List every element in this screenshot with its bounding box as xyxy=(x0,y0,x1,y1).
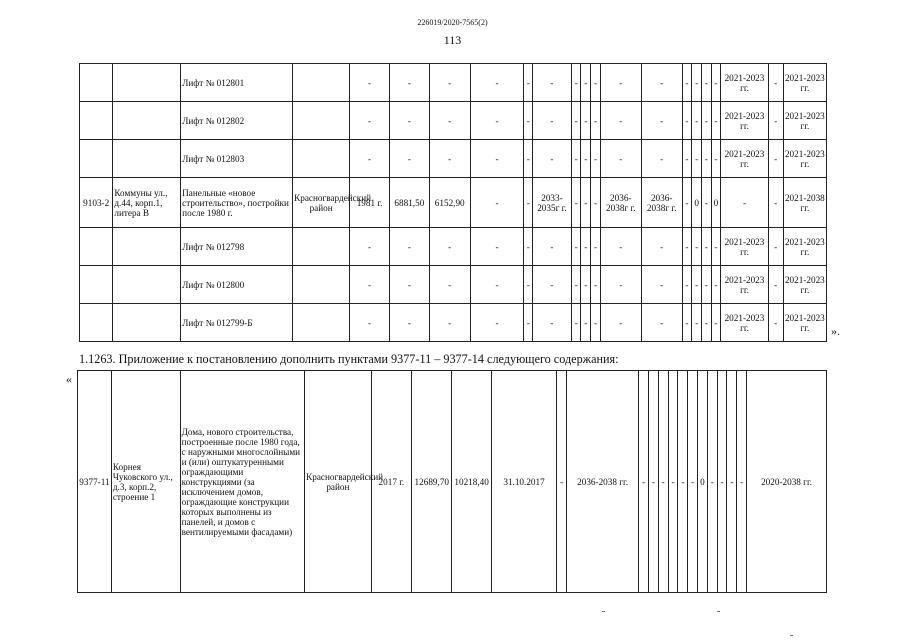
dash-cell: - xyxy=(639,371,649,593)
term-cell: 2021-2023 гг. xyxy=(783,140,826,178)
dash-cell: - xyxy=(470,102,524,140)
dash-cell: - xyxy=(533,64,572,102)
dash-cell: - xyxy=(711,304,721,342)
dash-cell: - xyxy=(571,64,581,102)
dash-cell: - xyxy=(641,64,682,102)
dash-cell: - xyxy=(429,304,470,342)
dash-cell: - xyxy=(641,304,682,342)
dash-cell: - xyxy=(571,304,581,342)
dash-cell: - xyxy=(581,140,591,178)
dash-cell: - xyxy=(533,304,572,342)
dash-cell: - xyxy=(389,304,429,342)
dash-cell: - xyxy=(727,371,737,593)
dash-cell: - xyxy=(701,304,711,342)
dash-cell: - xyxy=(682,228,692,266)
dash-cell: - xyxy=(600,266,641,304)
term-cell: 2021-2023 гг. xyxy=(721,140,768,178)
dash-cell: - xyxy=(701,102,711,140)
term-cell: 2021-2023 гг. xyxy=(721,228,768,266)
dash-cell: - xyxy=(557,371,567,593)
dash-cell: - xyxy=(682,178,692,228)
term-cell: 2036-2038 гг. xyxy=(567,371,639,593)
dash-cell: - xyxy=(701,228,711,266)
empty-cell xyxy=(293,304,350,342)
dash-cell: - xyxy=(350,140,390,178)
term-cell: 2020-2038 гг. xyxy=(747,371,827,593)
date-cell: 31.10.2017 xyxy=(491,371,557,593)
dash-cell: - xyxy=(524,304,533,342)
dash-cell: - xyxy=(600,228,641,266)
dash-cell: - xyxy=(524,228,533,266)
year-cell: 2017 г. xyxy=(371,371,411,593)
dash-cell: - xyxy=(533,228,572,266)
table-row xyxy=(80,228,827,266)
dash-cell: - xyxy=(470,140,524,178)
scan-mark xyxy=(602,611,605,612)
empty-cell xyxy=(293,140,350,178)
dash-cell: - xyxy=(682,64,692,102)
dash-cell: - xyxy=(692,266,702,304)
dash-cell: - xyxy=(350,228,390,266)
dash-cell: - xyxy=(711,228,721,266)
row-number: 9377-11 xyxy=(78,371,112,593)
area-living-cell: 6152,90 xyxy=(429,178,470,228)
table-row xyxy=(80,102,827,140)
section-note: 1.1263. Приложение к постановлению дополнить пунктами 9377-11 – 9377-14 следующего содержания: xyxy=(79,352,619,366)
empty-cell xyxy=(80,140,113,178)
dash-cell: - xyxy=(591,228,601,266)
table-row xyxy=(80,266,827,304)
empty-cell xyxy=(80,304,113,342)
term-cell: 2021-2023 гг. xyxy=(721,102,768,140)
dash-cell: - xyxy=(641,102,682,140)
term-cell: 2021-2023 гг. xyxy=(783,228,826,266)
term-cell: 2036-2038г г. xyxy=(641,178,682,228)
dash-cell: - xyxy=(470,266,524,304)
dash-cell: - xyxy=(533,266,572,304)
dash-cell: - xyxy=(768,228,783,266)
dash-cell: - xyxy=(692,140,702,178)
dash-cell: - xyxy=(711,140,721,178)
dash-cell: - xyxy=(682,304,692,342)
dash-cell: - xyxy=(711,102,721,140)
address-cell: Коммуны ул., д.44, корп.1, литера В xyxy=(113,178,181,228)
dash-cell: - xyxy=(658,371,668,593)
dash-cell: - xyxy=(678,371,688,593)
dash-cell: - xyxy=(591,266,601,304)
dash-cell: - xyxy=(470,304,524,342)
table-row xyxy=(80,64,827,102)
dash-cell: - xyxy=(389,266,429,304)
dash-cell: - xyxy=(701,140,711,178)
dash-cell: - xyxy=(533,140,572,178)
lift-name-cell: Лифт № 012798 xyxy=(181,228,293,266)
document-number: 226019/2020-7565(2) xyxy=(417,18,488,27)
dash-cell: - xyxy=(350,266,390,304)
dash-cell: - xyxy=(768,304,783,342)
dash-cell: - xyxy=(429,266,470,304)
table-row xyxy=(80,304,827,342)
dash-cell: - xyxy=(350,64,390,102)
area-total-cell: 12689,70 xyxy=(412,371,452,593)
dash-cell: - xyxy=(350,304,390,342)
dash-cell: - xyxy=(701,178,711,228)
term-cell: 2036-2038г г. xyxy=(600,178,641,228)
term-cell: 2033-2035г г. xyxy=(533,178,572,228)
area-total-cell: 6881,50 xyxy=(389,178,429,228)
dash-cell: - xyxy=(389,64,429,102)
term-cell: 2021-2023 гг. xyxy=(783,304,826,342)
dash-cell: - xyxy=(591,64,601,102)
page-number: 113 xyxy=(443,33,462,47)
lift-name-cell: Лифт № 012799-Б xyxy=(181,304,293,342)
dash-cell: - xyxy=(389,102,429,140)
empty-cell xyxy=(113,266,181,304)
empty-cell xyxy=(113,304,181,342)
dash-cell: - xyxy=(429,102,470,140)
dash-cell: - xyxy=(701,64,711,102)
term-cell: 2021-2038 гг. xyxy=(783,178,826,228)
empty-cell xyxy=(113,102,181,140)
empty-cell xyxy=(80,64,113,102)
dash-cell: - xyxy=(429,64,470,102)
dash-cell: - xyxy=(581,228,591,266)
term-cell: 2021-2023 гг. xyxy=(783,64,826,102)
table-continuation xyxy=(79,63,827,342)
dash-cell: - xyxy=(768,178,783,228)
dash-cell: - xyxy=(711,266,721,304)
dash-cell: - xyxy=(591,140,601,178)
dash-cell: - xyxy=(470,64,524,102)
area-living-cell: 10218,40 xyxy=(452,371,491,593)
dash-cell: - xyxy=(682,266,692,304)
term-cell: 2021-2023 гг. xyxy=(721,266,768,304)
table-row xyxy=(78,371,827,593)
dash-cell: - xyxy=(648,371,658,593)
lift-name-cell: Лифт № 012803 xyxy=(181,140,293,178)
empty-cell xyxy=(293,102,350,140)
dash-cell: - xyxy=(692,228,702,266)
closing-quote: ». xyxy=(831,324,840,338)
dash-cell: - xyxy=(571,228,581,266)
dash-cell: - xyxy=(571,178,581,228)
zero-cell: 0 xyxy=(692,178,702,228)
dash-cell: - xyxy=(571,266,581,304)
dash-cell: - xyxy=(600,64,641,102)
dash-cell: - xyxy=(581,178,591,228)
table-row xyxy=(80,140,827,178)
opening-quote: « xyxy=(66,372,72,386)
empty-cell xyxy=(113,140,181,178)
dash-cell: - xyxy=(389,140,429,178)
zero-cell: 0 xyxy=(698,371,708,593)
dash-cell: - xyxy=(524,266,533,304)
dash-cell: - xyxy=(470,178,524,228)
dash-cell: - xyxy=(692,102,702,140)
term-cell: 2021-2023 гг. xyxy=(721,304,768,342)
term-cell: 2021-2023 гг. xyxy=(721,64,768,102)
dash-cell: - xyxy=(701,266,711,304)
empty-cell xyxy=(293,64,350,102)
dash-cell: - xyxy=(682,140,692,178)
building-type-cell: Дома, нового строительства, построенные после 1980 года, с наружными многослойными и (или) оштукатуренными ограждающими конструкциями (за исключением домов, ограждающие конструкции которых выполнены из панелей, и домов с вентилируемыми фасадами) xyxy=(180,371,304,593)
dash-cell: - xyxy=(692,64,702,102)
empty-cell xyxy=(113,228,181,266)
dash-cell: - xyxy=(641,140,682,178)
dash-cell: - xyxy=(721,178,768,228)
row-number: 9103-2 xyxy=(80,178,113,228)
dash-cell: - xyxy=(641,228,682,266)
dash-cell: - xyxy=(581,304,591,342)
dash-cell: - xyxy=(768,140,783,178)
dash-cell: - xyxy=(571,102,581,140)
lift-name-cell: Лифт № 012801 xyxy=(181,64,293,102)
dash-cell: - xyxy=(591,178,601,228)
term-cell: 2021-2023 гг. xyxy=(783,102,826,140)
dash-cell: - xyxy=(591,304,601,342)
dash-cell: - xyxy=(682,102,692,140)
dash-cell: - xyxy=(668,371,678,593)
dash-cell: - xyxy=(737,371,747,593)
year-cell: 1981 г. xyxy=(350,178,390,228)
zero-cell: 0 xyxy=(711,178,721,228)
empty-cell xyxy=(80,102,113,140)
empty-cell xyxy=(80,266,113,304)
table-addition xyxy=(77,370,827,593)
dash-cell: - xyxy=(524,140,533,178)
dash-cell: - xyxy=(524,64,533,102)
empty-cell xyxy=(80,228,113,266)
dash-cell: - xyxy=(692,304,702,342)
building-type-cell: Панельные «новое строительство», постройки после 1980 г. xyxy=(181,178,293,228)
table-row xyxy=(80,178,827,228)
term-cell: 2021-2023 гг. xyxy=(783,266,826,304)
dash-cell: - xyxy=(470,228,524,266)
address-cell: Корнея Чуковского ул., д.3, корп.2, строение 1 xyxy=(111,371,180,593)
dash-cell: - xyxy=(429,228,470,266)
dash-cell: - xyxy=(600,102,641,140)
dash-cell: - xyxy=(707,371,717,593)
district-cell: Красногвардейский район xyxy=(293,178,350,228)
empty-cell xyxy=(293,228,350,266)
dash-cell: - xyxy=(524,102,533,140)
dash-cell: - xyxy=(533,102,572,140)
dash-cell: - xyxy=(711,64,721,102)
dash-cell: - xyxy=(641,266,682,304)
dash-cell: - xyxy=(688,371,698,593)
dash-cell: - xyxy=(350,102,390,140)
dash-cell: - xyxy=(429,140,470,178)
dash-cell: - xyxy=(524,178,533,228)
lift-name-cell: Лифт № 012802 xyxy=(181,102,293,140)
dash-cell: - xyxy=(571,140,581,178)
dash-cell: - xyxy=(768,64,783,102)
dash-cell: - xyxy=(600,304,641,342)
dash-cell: - xyxy=(581,64,591,102)
lift-name-cell: Лифт № 012800 xyxy=(181,266,293,304)
scan-mark xyxy=(717,611,720,612)
dash-cell: - xyxy=(717,371,727,593)
dash-cell: - xyxy=(768,266,783,304)
dash-cell: - xyxy=(600,140,641,178)
dash-cell: - xyxy=(389,228,429,266)
dash-cell: - xyxy=(768,102,783,140)
scan-mark xyxy=(790,635,793,636)
dash-cell: - xyxy=(581,266,591,304)
dash-cell: - xyxy=(591,102,601,140)
empty-cell xyxy=(113,64,181,102)
district-cell: Красногвардейский район xyxy=(305,371,372,593)
dash-cell: - xyxy=(581,102,591,140)
empty-cell xyxy=(293,266,350,304)
